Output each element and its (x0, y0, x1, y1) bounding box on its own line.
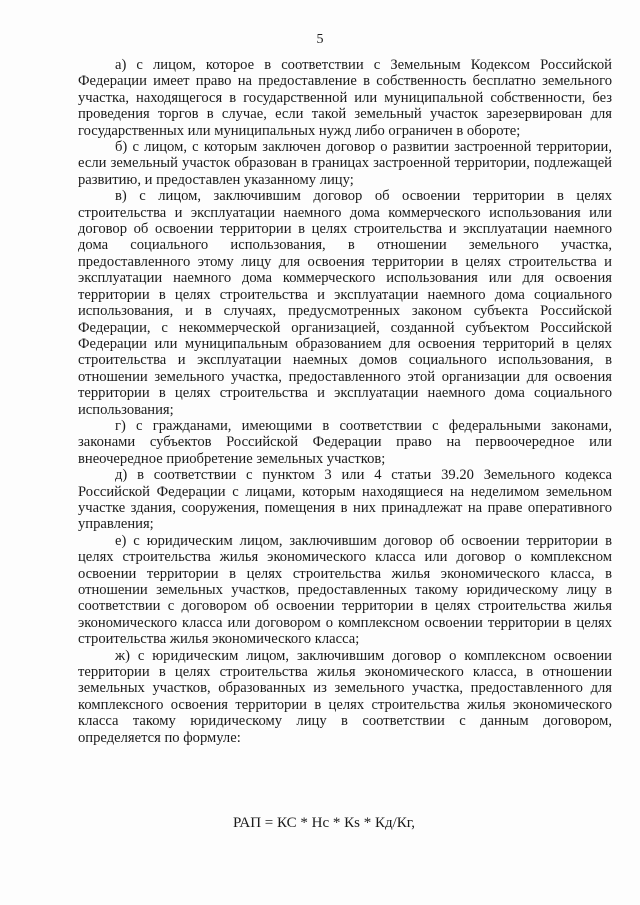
paragraph-v: в) с лицом, заключившим договор об освоении территории в целях строительства и эксплуатации наемного дома коммерческого использования или договор об освоении территории в целях строительства и эксплуатации наемного дома социального использования, в отношении земельного участка, предоставленного этому лицу для освоения территории в целях строительства и эксплуатации наемного дома коммерческого использования или для освоения территории в целях строительства и эксплуатации наемного дома социального использования, и в случаях, предусмотренных законом субъекта Российской Федерации, с некоммерческой организацией, созданной субъектом Российской Федерации или муниципальным образованием для освоения территорий в целях строительства и эксплуатации наемных домов социального использования, в отношении земельного участка, предоставленного этой организации для освоения территории в целях строительства и эксплуатации наемного дома социального использования; (78, 188, 612, 418)
paragraph-e: е) с юридическим лицом, заключившим договор об освоении территории в целях строительства жилья экономического класса или договор о комплексном освоении территории в целях строительства жилья экономического класса, в отношении земельных участков, предоставленных такому юридическому лицу в соответствии с договором об освоении территории в целях строительства жилья экономического класса или договором о комплексном освоении территории в целях строительства жилья экономического класса; (78, 532, 612, 648)
paragraph-d: д) в соответствии с пунктом 3 или 4 статьи 39.20 Земельного кодекса Российской Федерации с лицами, которым находящиеся на неделимом земельном участке здания, сооружения, помещения в них принадлежат на праве оперативного управления; (78, 467, 612, 533)
paragraph-g: г) с гражданами, имеющими в соответствии с федеральными законами, законами субъектов Российской Федерации право на первоочередное или внеочередное приобретение земельных участков; (78, 417, 612, 467)
page-number: 5 (316, 32, 324, 47)
rent-formula: РАП = КС * Нс * Кs * Кд/Кг, (232, 815, 416, 831)
paragraph-zh: ж) с юридическим лицом, заключившим договор о комплексном освоении территории в целях строительства жилья экономического класса, в отношении земельных участков, образованных из земельного участка, предоставленного для комплексного освоения территории в целях строительства жилья экономического класса такому юридическому лицу в соответствии с данным договором, определяется по формуле: (78, 647, 612, 746)
paragraph-b: б) с лицом, с которым заключен договор о развитии застроенной территории, если земельный участок образован в границах застроенной территории, подлежащей развитию, и предоставлен указанному лицу; (78, 139, 612, 188)
paragraph-a: а) с лицом, которое в соответствии с Земельным Кодексом Российской Федерации имеет право на предоставление в собственность бесплатно земельного участка, находящегося в государственной или муниципальной собственности, без проведения торгов в случае, если такой земельный участок зарезервирован для государственных или муниципальных нужд либо ограничен в обороте; (78, 57, 612, 139)
document-body (78, 57, 612, 746)
